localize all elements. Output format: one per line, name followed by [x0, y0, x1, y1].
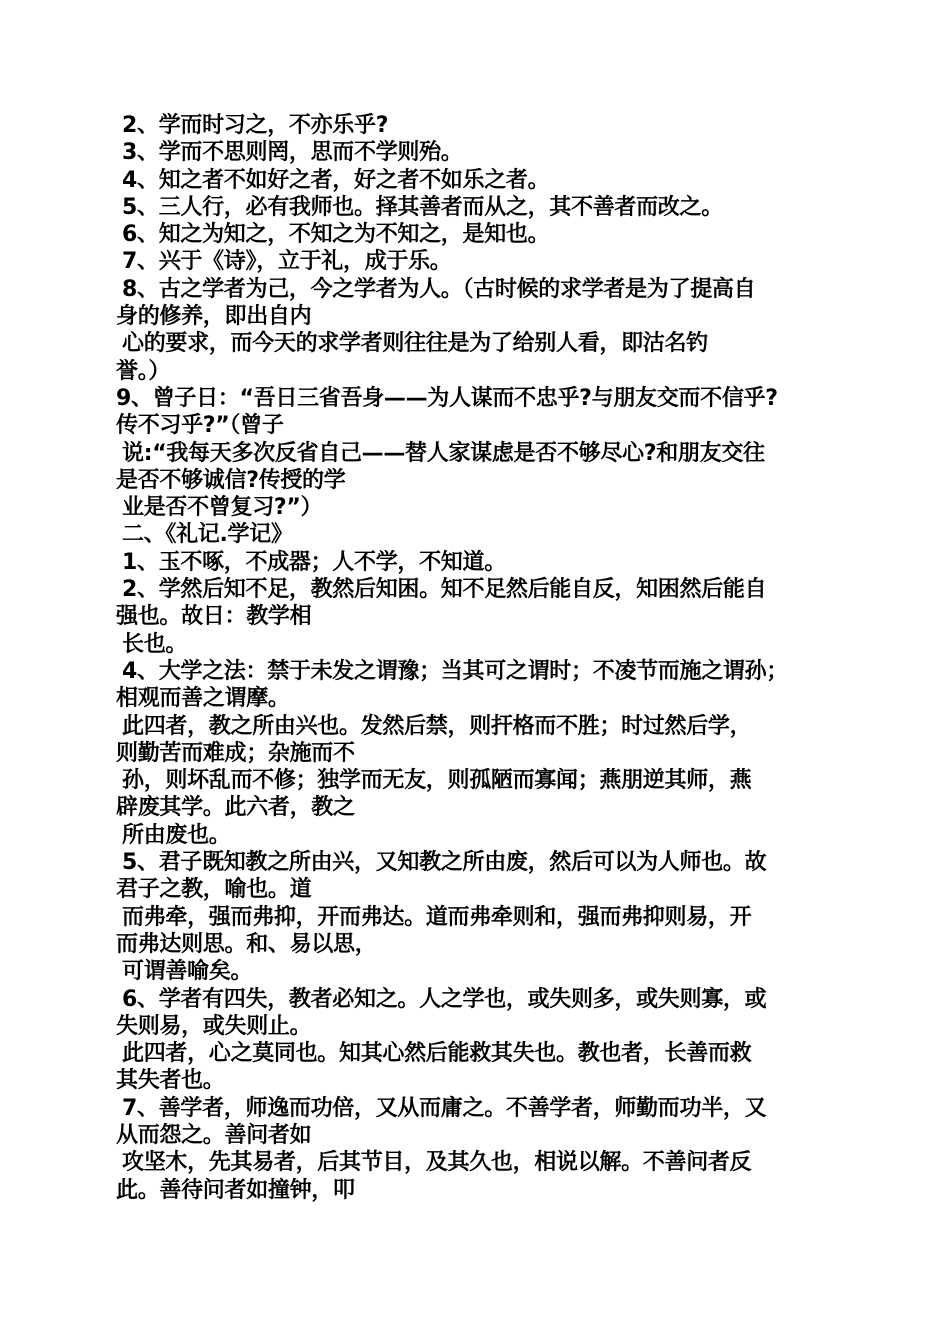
text-line: 说:“我每天多次反省自己——替人家谋虑是否不够尽心?和朋友交往 — [122, 440, 765, 466]
text-line: 孙，则坏乱而不修；独学而无友，则孤陋而寡闻；燕朋逆其师，燕 — [122, 768, 752, 794]
text-line: 2、学而时习之，不亦乐乎? — [122, 113, 389, 138]
text-line: 9、曾子日：“吾日三省吾身——为人谋而不忠乎?与朋友交而不信乎? — [116, 385, 778, 411]
text-line: 8、古之学者为己，今之学者为人。（古时候的求学者是为了提高自 — [122, 276, 756, 302]
text-line: 可谓善喻矣。 — [122, 959, 253, 985]
text-line: 二、《礼记.学记》 — [122, 522, 293, 548]
text-line: 传不习乎?”（曾子 — [116, 413, 284, 439]
text-line: 而弗达则思。和、易以思， — [116, 931, 377, 957]
text-line: 5、君子既知教之所由兴，又知教之所由废，然后可以为人师也。故 — [122, 850, 767, 876]
text-line: 则勤苦而难成；杂施而不 — [116, 740, 355, 766]
text-line: 1、玉不啄，不成器；人不学，不知道。 — [122, 549, 506, 575]
text-line: 长也。 — [122, 631, 188, 657]
text-line: 其失者也。 — [116, 1068, 225, 1094]
text-line: 从而怨之。善问者如 — [116, 1122, 312, 1148]
text-line: 6、知之为知之，不知之为不知之，是知也。 — [122, 222, 550, 248]
text-line: 此四者，心之莫同也。知其心然后能救其失也。教也者，长善而救 — [122, 1041, 752, 1067]
document-text — [116, 112, 846, 1204]
text-line: 4、大学之法：禁于未发之谓豫；当其可之谓时；不凌节而施之谓孙； — [122, 658, 789, 684]
text-line: 而弗牵，强而弗抑，开而弗达。道而弗牵则和，强而弗抑则易，开 — [122, 904, 752, 930]
text-line: 失则易，或失则止。 — [116, 1013, 312, 1039]
text-line: 心的要求，而今天的求学者则往往是为了给别人看，即沽名钓 — [122, 331, 708, 357]
text-line: 强也。故日：教学相 — [116, 604, 312, 630]
text-line: 7、善学者，师逸而功倍，又从而庸之。不善学者，师勤而功半，又 — [122, 1095, 767, 1121]
text-line: 业是否不曾复习?”） — [122, 495, 323, 521]
text-line: 此四者，教之所由兴也。发然后禁，则扞格而不胜；时过然后学， — [122, 713, 752, 739]
text-line: 3、学而不思则罔，思而不学则殆。 — [122, 140, 463, 166]
text-line: 相观而善之谓摩。 — [116, 686, 290, 712]
text-line: 攻坚木，先其易者，后其节目，及其久也，相说以解。不善问者反 — [122, 1150, 752, 1176]
text-line: 7、兴于《诗》，立于礼，成于乐。 — [122, 249, 452, 275]
text-line: 所由废也。 — [122, 822, 231, 848]
text-line: 是否不够诚信?传授的学 — [116, 467, 346, 493]
text-line: 辟废其学。此六者，教之 — [116, 795, 355, 821]
text-line: 誉。） — [116, 358, 171, 384]
text-line: 身的修养，即出自内 — [116, 304, 312, 330]
text-line: 4、知之者不如好之者，好之者不如乐之者。 — [122, 167, 550, 193]
text-line: 君子之教，喻也。道 — [116, 877, 312, 903]
text-line: 6、学者有四失，教者必知之。人之学也，或失则多，或失则寡，或 — [122, 986, 767, 1012]
text-line: 5、三人行，必有我师也。择其善者而从之，其不善者而改之。 — [122, 194, 723, 220]
text-line: 2、学然后知不足，教然后知困。知不足然后能自反，知困然后能自 — [122, 577, 767, 603]
text-line: 此。善待问者如撞钟，叩 — [116, 1177, 355, 1203]
